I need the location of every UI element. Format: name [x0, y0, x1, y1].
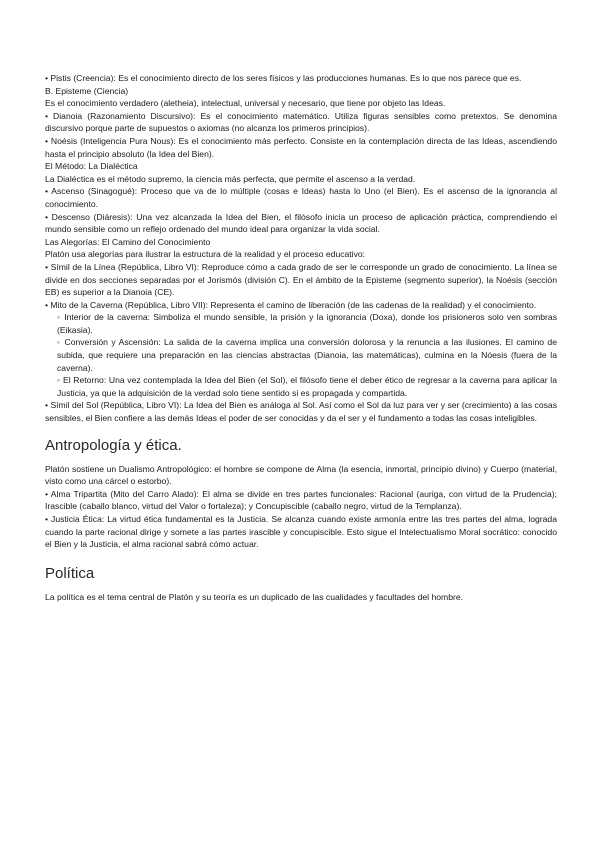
conversion-subitem: ◦ Conversión y Ascensión: La salida de la caverna implica una conversión dolorosa y la renuncia a las ilusiones. El camino de subida, que requiere una preparación en las ciencias abstractas (Dianoia, las matemáticas), culmina en la Nóesis (fuera de la caverna). [57, 337, 557, 373]
episteme-definition: Es el conocimiento verdadero (aletheia), intelectual, universal y necesario, que tiene por objeto las Ideas. [45, 98, 446, 109]
retorno-subitem: ◦ El Retorno: Una vez contemplada la Idea del Bien (el Sol), el filósofo tiene el deber ético de regresar a la caverna para aplicar la Justicia, ya que la adquisición de la verdad solo tiene sentido si es propagada y compartida. [57, 375, 557, 398]
antropologia-heading: Antropología y ética. [45, 436, 182, 454]
dianoia-item: • Dianoia (Razonamiento Discursivo): Es el conocimiento matemático. Utiliza figuras sensibles como pretextos. Se denomina discursivo porque parte de supuestos o axiomas (no alcanza los primeros principios). [45, 110, 557, 134]
sol-item: • Símil del Sol (República, Libro VI): La Idea del Bien es análoga al Sol. Así como el Sol da luz para ver y ser (crecimiento) a las cosas sensibles, el Bien confiere a las demás Ideas el poder de ser conocidas y da el ser y el fundamento a todas las cosas inteligibles. [45, 400, 557, 424]
interior-subitem: ◦ Interior de la caverna: Simboliza el mundo sensible, la prisión y la ignorancia (Doxa), donde los prisioneros solo ven sombras (Eikasia). [57, 312, 557, 335]
politica-paragraph: La política es el tema central de Platón y su teoría es un duplicado de las cualidades y facultades del hombre. [45, 591, 464, 602]
descenso-item: • Descenso (Diáresis): Una vez alcanzada la Idea del Bien, el filósofo inicia un proceso de aplicación práctica, comprendiendo el mundo sensible como un reflejo ordenado del mundo ideal para organizar la vida social. [45, 211, 557, 235]
justicia-item: • Justicia Ética: La virtud ética fundamental es la Justicia. Se alcanza cuando existe armonía entre las tres partes del alma, lograda cuando la parte racional dirige y somete a las partes irascible y concupiscible. Esto sigue el Intelectualismo Moral socrático: conocido el Bien y la Justicia, el alma racional sabrá cómo actuar. [45, 514, 557, 550]
episteme-heading: B. Episteme (Ciencia) [45, 85, 129, 96]
alma-item: • Alma Tripartita (Mito del Carro Alado): El alma se divide en tres partes funcionales: Racional (auriga, con virtud de la Prudencia); Irascible (caballo blanco, virtud del Valor o fortaleza); y Concupiscible (caballo negro, virtud de la Templanza). [45, 488, 557, 512]
metodo-heading: El Método: La Dialéctica [45, 161, 138, 172]
ascenso-item: • Ascenso (Sinagogué): Proceso que va de lo múltiple (cosas e Ideas) hasta lo Uno (el Bien). Es el ascenso de la ignorancia al conocimiento. [45, 186, 557, 209]
document-page [45, 72, 557, 603]
dualismo-paragraph: Platón sostiene un Dualismo Antropológico: el hombre se compone de Alma (la esencia, inmortal, principio divino) y Cuerpo (material, visto como una cárcel o estorbo). [45, 463, 557, 487]
caverna-item: • Mito de la Caverna (República, Libro VII): Representa el camino de liberación (de las cadenas de la realidad) y el conocimiento. [45, 299, 537, 310]
politica-heading: Política [45, 564, 95, 582]
metodo-definition: La Dialéctica es el método supremo, la ciencia más perfecta, que permite el ascenso a la verdad. [45, 173, 416, 184]
pistis-item: • Pistis (Creencia): Es el conocimiento directo de los seres físicos y las producciones humanas. Es lo que nos parece que es. [45, 73, 522, 83]
noesis-item: • Noésis (Inteligencia Pura Nous): Es el conocimiento más perfecto. Consiste en la contemplación directa de las Ideas, ascendiendo hasta el principio absoluto (la Idea del Bien). [45, 135, 557, 159]
linea-item: • Símil de la Línea (República, Libro VI): Reproduce cómo a cada grado de ser le corresponde un grado de conocimiento. La línea se divide en dos secciones separadas por el Jorismós (división C). En el ámbito de la Episteme (segmento superior), la Noésis (sección EB) es superior a la Dianoia (CE). [45, 261, 557, 298]
alegorias-definition: Platón usa alegorías para ilustrar la estructura de la realidad y el proceso educativo: [45, 249, 366, 260]
alegorias-heading: Las Alegorías: El Camino del Conocimiento [45, 236, 211, 247]
